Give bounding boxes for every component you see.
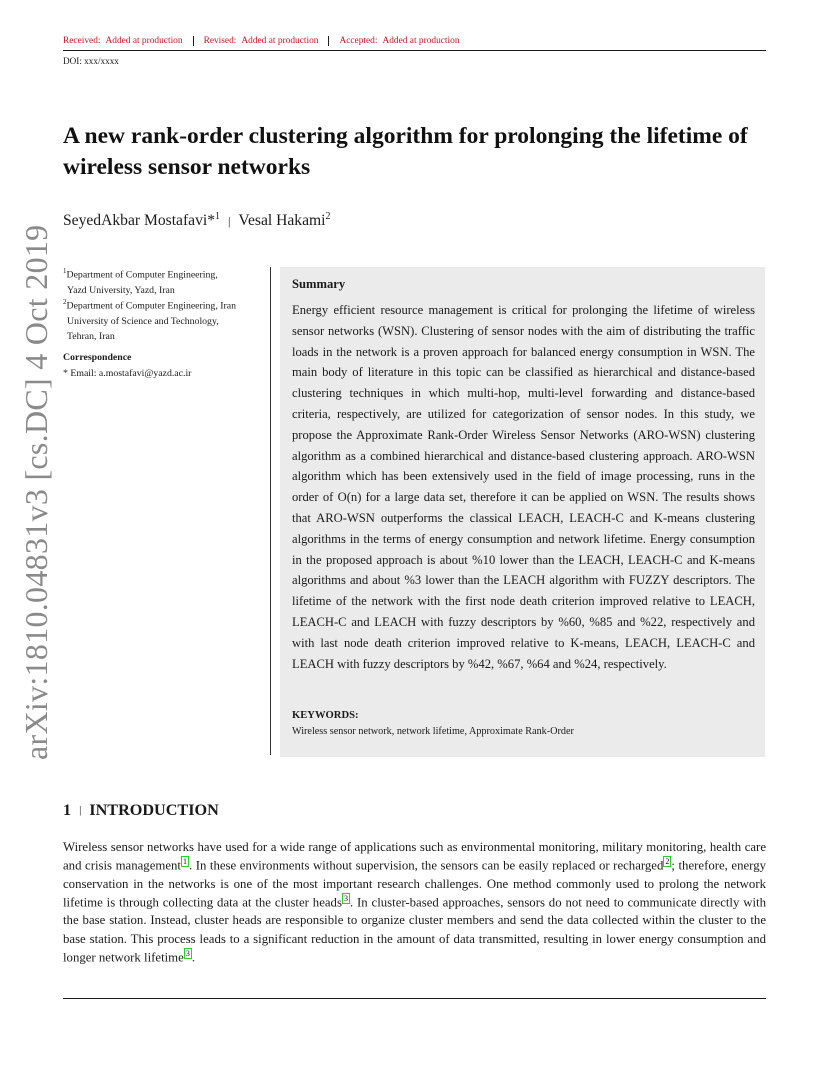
author-2: Vesal Hakami xyxy=(238,212,326,230)
affiliation-2-line-2: University of Science and Technology, xyxy=(67,315,219,327)
received-label: Received: xyxy=(63,36,101,46)
author-2-affiliation: 2 xyxy=(325,211,331,222)
intro-text-3: ; therefore, energy conservation in the networks is one of the most important research challenges. One method commonly used to prolong the network lifetime is through collecting data at the cluster heads xyxy=(63,858,767,910)
footer-divider xyxy=(63,998,766,999)
intro-text-2: . In these environments without supervision, the sensors can be easily replaced or recharged xyxy=(188,858,664,873)
author-list xyxy=(63,211,330,230)
correspondence-email: * Email: a.mostafavi@yazd.ac.ir xyxy=(63,368,192,379)
header-divider xyxy=(63,50,766,51)
intro-text-4: . In cluster-based approaches, sensors do not need to communicate directly with the base station. Instead, cluster heads are responsible to organize cluster members and send the data collected within the cluster to the base station. This process leads to a significant reduction in the amount of data transmitted, resulting in lower energy consumption and longer network lifetime xyxy=(63,895,767,965)
summary-heading: Summary xyxy=(292,277,346,291)
arxiv-identifier-stamp: arXiv:1810.04831v3 [cs.DC] 4 Oct 2019 xyxy=(18,224,54,760)
affiliation-1-line-1: Department of Computer Engineering, xyxy=(66,269,218,281)
publication-dates xyxy=(63,36,470,46)
affiliation-1-line-2: Yazd University, Yazd, Iran xyxy=(67,284,175,296)
section-number: 1 xyxy=(63,801,72,819)
revised-label: Revised: xyxy=(203,36,237,46)
intro-text-5: . xyxy=(191,950,196,965)
doi: DOI: xxx/xxxx xyxy=(63,56,119,66)
paper-title: A new rank-order clustering algorithm for prolonging the lifetime of wireless sensor networks xyxy=(63,123,748,180)
keywords-heading: KEYWORDS: xyxy=(292,710,359,721)
correspondence-label: Correspondence xyxy=(63,352,132,363)
introduction-paragraph xyxy=(63,838,766,966)
affiliation-2-line-1: Department of Computer Engineering, Iran xyxy=(66,300,236,312)
intro-text-1: Wireless sensor networks have used for a wide range of applications such as environmental monitoring, military monitoring, health care and crisis management xyxy=(63,840,766,873)
section-heading xyxy=(63,801,219,820)
citation-link[interactable]: 3 xyxy=(343,893,348,903)
affiliation-1-number: 1 xyxy=(63,267,67,275)
affiliation-2-line-3: Tehran, Iran xyxy=(67,331,115,343)
citation-link[interactable]: 1 xyxy=(182,857,187,867)
affiliation-2-number: 2 xyxy=(63,298,67,306)
author-1: SeyedAkbar Mostafavi* xyxy=(63,212,216,230)
citation-link[interactable]: 2 xyxy=(665,857,670,867)
received-date xyxy=(63,36,193,46)
revised-value: Added at production xyxy=(241,36,319,46)
accepted-date xyxy=(328,36,469,46)
revised-date xyxy=(193,36,329,46)
keywords-list: Wireless sensor network, network lifetime, Approximate Rank-Order xyxy=(292,726,574,737)
section-title: INTRODUCTION xyxy=(89,801,219,819)
author-1-affiliation: 1 xyxy=(215,211,221,222)
affiliation-2 xyxy=(63,295,268,345)
citation-link[interactable]: 3 xyxy=(185,948,190,958)
section-separator: | xyxy=(79,804,82,816)
affiliation-1 xyxy=(63,264,268,298)
accepted-value: Added at production xyxy=(382,36,460,46)
summary-text: Energy efficient resource management is critical for prolonging the lifetime of wireless sensor networks (WSN). Clustering of sensor nodes with the aim of distributing the traffic loads in the network is a proven approach for balanced energy consumption in WSN. The main body of literature in this topic can be classified as hierarchical and distance-based clustering techniques in which multi-hop, multi-level forwarding and distance-based criteria, respectively, are utilized for categorization of sensor nodes. In this study, we propose the Approximate Rank-Order Wireless Sensor Networks (ARO-WSN) clustering algorithm as a combined hierarchical and distance-based clustering approach. ARO-WSN algorithm which has been extensively used in the field of image processing, runs in the order of O(n) for a large data set, therefore it can be applied on WSN. The results shows that ARO-WSN outperforms the classical LEACH, LEACH-C and K-means clustering algorithms in the terms of energy consumption and network lifetime. Energy consumption in the proposed approach is about %10 lower than the LEACH, LEACH-C and K-means algorithms and about %3 lower than the LEACH algorithm with FUZZY descriptors. The lifetime of the network with the first node death criterion improved relative to LEACH, LEACH-C and LEACH with fuzzy descriptors by %60, %85 and %22, respectively and with last node death criterion improved relative to K-means, LEACH, LEACH-C and LEACH with fuzzy descriptors by %42, %67, %64 and %24, respectively. xyxy=(292,303,755,671)
author-separator: | xyxy=(228,214,231,229)
accepted-label: Accepted: xyxy=(339,36,378,46)
affiliation-divider xyxy=(270,267,271,755)
received-value: Added at production xyxy=(105,36,183,46)
